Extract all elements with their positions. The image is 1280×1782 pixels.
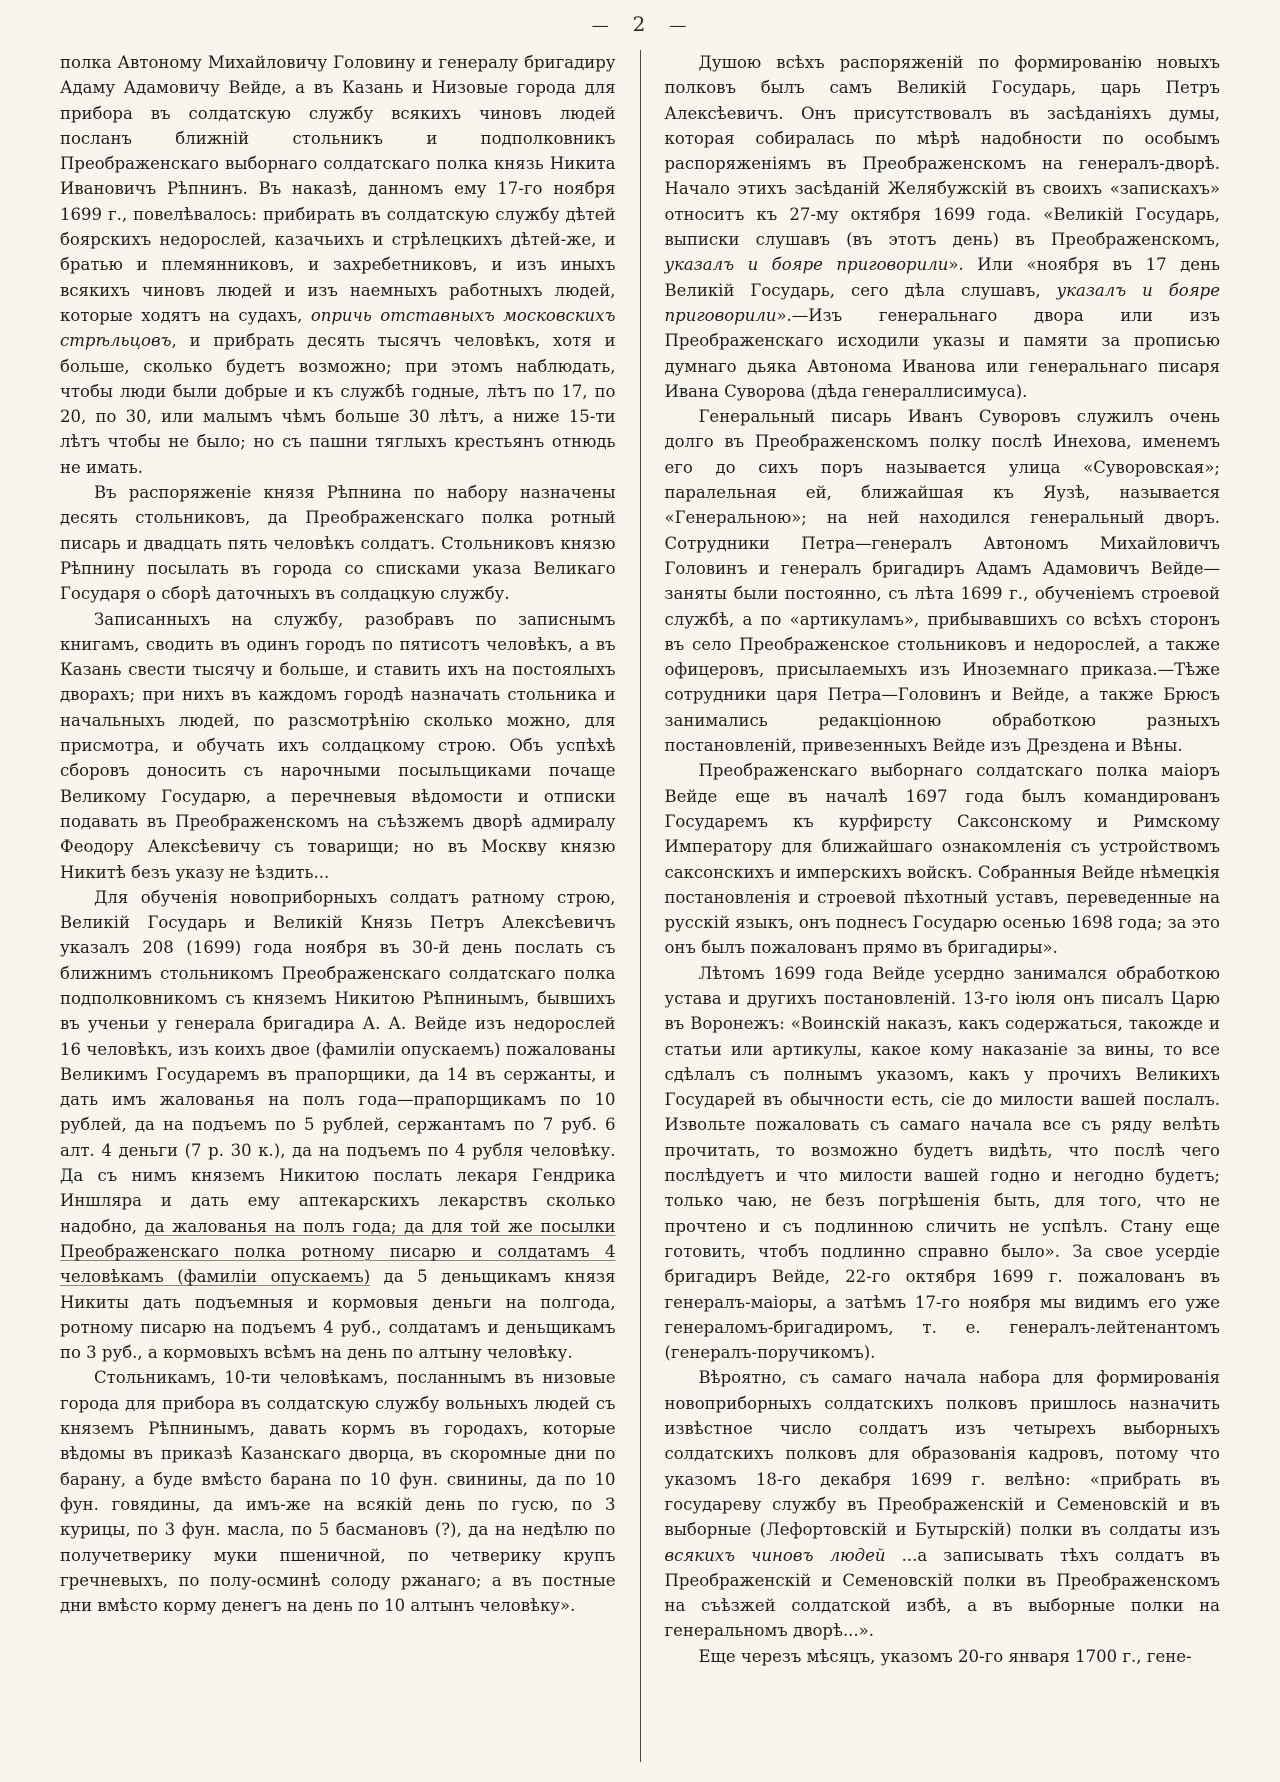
text-run: Душою всѣхъ распоряженій по формированію новыхъ полковъ былъ самъ Великій Государь, царь Петръ Алексѣевичъ. Онъ присутствовалъ въ засѣданіяхъ думы, которая собиралась по мѣрѣ надобности по особымъ распоряженіямъ въ Преображенскомъ на генералъ-дворѣ. Начало этихъ засѣданій Желябужскій въ своихъ «запискахъ» относитъ къ 27-му октября 1699 года. «Великій Государь, выписки слушавъ (въ этотъ день) въ Преображенскомъ, (664, 53, 1220, 250)
text-run: Въ распоряженіе князя Рѣпнина по набору назначены десять стольниковъ, да Преображенскаго полка ротный писарь и двадцать пять человѣкъ солдатъ. Стольниковъ князю Рѣпнину посылать въ города со списками указа Великаго Государя о сборѣ даточныхъ въ солдацкую службу. (60, 483, 616, 604)
italic-text-run: указалъ и бояре приговорили (664, 255, 949, 275)
text-run: ...а записывать тѣхъ солдатъ въ Преображенскій и Семеновскій полки въ Преображенскомъ на съѣзжей солдатской избѣ, а въ выборные полки на генеральномъ дворѣ...». (664, 1545, 1220, 1641)
text-run: ». Или «ноября въ 17 день Великій Государь, сего дѣла слушавъ, (664, 255, 1220, 300)
text-run: полка Автоному Михайловичу Головину и генералу бригадиру Адаму Адамовичу Вейде, а въ Казань и Низовые города для прибора въ солдатскую службу всякихъ чиновъ людей посланъ ближній стольникъ и подполковникъ Преображенскаго выборнаго солдатскаго полка князь Никита Ивановичъ Рѣпнинъ. Въ наказѣ, данномъ ему 17-го ноября 1699 г., повелѣвалось: прибирать въ солдатскую службу дѣтей боярскихъ недорослей, казачьихъ и стрѣлецкихъ дѣтей-же, и братью и племянниковъ, и захребетниковъ, и изъ иныхъ всякихъ чиновъ людей и изъ наемныхъ работныхъ людей, которые ходятъ на судахъ, (60, 53, 616, 325)
page-number-dash-left: — (591, 16, 611, 36)
page-number: 2 (632, 12, 648, 36)
paragraph (665, 50, 1221, 404)
text-run: Вѣроятно, съ самаго начала набора для формированія новоприборныхъ солдатскихъ полковъ пришлось назначить извѣстное число солдатъ изъ четырехъ выборныхъ солдатскихъ полковъ для образованія кадровъ, потому что указомъ 18-го декабря 1699 г. велѣно: «прибрать въ государеву службу въ Преображенскій и Семеновскій и въ выборные (Лефортовскій и Бутырскій) полки въ солдаты изъ (664, 1368, 1220, 1540)
paragraph (665, 1365, 1221, 1643)
paragraph (665, 961, 1221, 1366)
text-run: , и прибрать десять тысячъ человѣкъ, хотя и больше, сколько будетъ возможно; при этомъ наблюдать, чтобы люди были добрые и къ службѣ годные, лѣтъ по 17, по 20, по 30, или малымъ чѣмъ больше 30 лѣтъ, а ниже 15-ти лѣтъ чтобы не было; но съ пашни тяглыхъ крестьянъ отнюдь не имать. (60, 331, 616, 477)
text-run: Еще черезъ мѣсяцъ, указомъ 20-го января 1700 г., гене- (698, 1646, 1192, 1666)
text-run: Записанныхъ на службу, разобравъ по записнымъ книгамъ, сводить въ одинъ городъ по пятисотъ человѣкъ, а въ Казань свести тысячу и больше, и ставить ихъ на постоялыхъ дворахъ; при нихъ въ каждомъ городѣ назначать стольника и начальныхъ людей, по разсмотрѣнію сколько можно, для присмотра, и обучать ихъ солдацкому строю. Объ успѣхѣ сборовъ доносить съ нарочными посыльщиками почаще Великому Государю, а перечневыя вѣдомости и отписки подавать въ Преображенскомъ на съѣзжемъ дворѣ адмиралу Феодору Алексѣевичу съ товарищи; но въ Москву князю Никитѣ безъ указу не ѣздить... (60, 609, 616, 882)
text-run: Для обученія новоприборныхъ солдатъ ратному строю, Великій Государь и Великій Князь Петръ Алексѣевичъ указалъ 208 (1699) года ноября въ 30-й день послать съ ближнимъ стольникомъ Преображенскаго солдатскаго полка подполковникомъ съ княземъ Никитою Рѣпнинымъ, бывшихъ въ ученьи у генерала бригадира А. А. Вейде изъ недорослей 16 человѣкъ, изъ коихъ двое (фамиліи опускаемъ) пожалованы Великимъ Государемъ въ прапорщики, да 14 въ сержанты, и дать имъ жалованья на полъ года—прапорщикамъ по 10 рублей, да на подъемъ по 5 рублей, сержантамъ по 7 руб. 6 алт. 4 деньги (7 р. 30 к.), да на подъемъ по 4 рубля человѣку. Да съ нимъ княземъ Никитою послать лекаря Гендрика Иншляра и дать ему аптекарскихъ лекарствъ сколько надобно, (60, 887, 616, 1236)
italic-text-run: указалъ и бояре приговорили (664, 280, 1220, 325)
underlined-text-run: да жалованья на полъ года; да для той же посылки Преображенскаго полка ротному писарю и солдатамъ 4 человѣкамъ (фамиліи опускаемъ) (60, 1216, 616, 1287)
italic-text-run: опричь отставныхъ московскихъ стрѣльцовъ (60, 305, 616, 351)
text-columns (60, 50, 1220, 1762)
paragraph (60, 885, 616, 1366)
text-run: Лѣтомъ 1699 года Вейде усердно занимался обработкою устава и другихъ постановленій. 13-го іюля онъ писалъ Царю въ Воронежъ: «Воинскій наказъ, какъ содержаться, такожде и статьи или артикулы, какое кому наказаніе за вины, то все сдѣлалъ съ полнымъ указомъ, какъ у прочихъ Великихъ Государей въ обычности есть, сіе до милости вашей послалъ. Извольте пожаловать съ самаго начала все съ ряду велѣть прочитать, то возможно будетъ видѣть, что послѣ чего послѣдуетъ и что милости вашей годно и негодно будетъ; только чаю, не безъ погрѣшенія быть, для того, что не прочтено и съ подлинною сличить не успѣлъ. Стану еще готовить, чтобъ подлинно справно было». За свое усердіе бригадиръ Вейде, 22-го октября 1699 г. пожалованъ въ генералъ-маіоры, а затѣмъ 17-го ноября мы видимъ его уже генераломъ-бригадиромъ, т. е. генералъ-лейтенантомъ (генералъ-поручикомъ). (664, 963, 1220, 1363)
italic-text-run: всякихъ чиновъ людей (664, 1545, 886, 1565)
page-header (60, 12, 1220, 36)
paragraph (665, 758, 1221, 960)
page-number-dash-right: — (669, 16, 689, 36)
text-run: Преображенскаго выборнаго солдатскаго полка маіоръ Вейде еще въ началѣ 1697 года былъ командированъ Государемъ къ курфирсту Саксонскому и Римскому Императору для ближайшаго ознакомленія съ устройствомъ саксонскихъ и имперскихъ войскъ. Собранныя Вейде нѣмецкія постановленія и строевой пѣхотный уставъ, переведенные на русскій языкъ, онъ поднесъ Государю осенью 1698 года; за это онъ былъ пожалованъ прямо въ бригадиры». (664, 761, 1220, 958)
paragraph (60, 1365, 616, 1618)
text-run: да 5 деньщикамъ князя Никиты дать подъемныя и кормовыя деньги на полгода, ротному писарю на подъемъ 4 руб., солдатамъ и деньщикамъ по 3 руб., а кормовыхъ всѣмъ на день по алтыну человѣку. (60, 1267, 616, 1363)
paragraph (665, 1644, 1221, 1669)
paragraph (60, 50, 616, 480)
paragraph (665, 404, 1221, 758)
text-run: Генеральный писарь Иванъ Суворовъ служилъ очень долго въ Преображенскомъ полку послѣ Инехова, именемъ его до сихъ поръ называется улица «Суворовская»; паралельная ей, ближайшая къ Яузѣ, называется «Генеральною»; на ней находился генеральный дворъ. Сотрудники Петра—генералъ Автономъ Михайловичъ Головинъ и генералъ бригадиръ Адамъ Адамовичъ Вейде—заняты были постоянно, съ лѣта 1699 г., обученіемъ строевой службѣ, а по «артикуламъ», прибывавшихъ со всѣхъ сторонъ въ село Преображенское стольниковъ и недорослей, а также офицеровъ, присылаемыхъ изъ Иноземнаго приказа.—Тѣже сотрудники царя Петра—Головинъ и Вейде, а также Брюсъ занимались редакціонною обработкою разныхъ постановленій, привезенныхъ Вейде изъ Дрездена и Вѣны. (664, 407, 1220, 756)
paragraph (60, 480, 616, 606)
text-run: Стольникамъ, 10-ти человѣкамъ, посланнымъ въ низовые города для прибора въ солдатскую службу вольныхъ людей съ княземъ Рѣпнинымъ, давать кормъ въ городахъ, которые вѣдомы въ приказѣ Казанскаго дворца, въ скоромные дни по барану, а буде вмѣсто барана по 10 фун. свинины, да по 10 фун. говядины, да имъ-же на всякій день по гусю, по 3 курицы, по 3 фун. масла, по 5 басмановъ (?), да на недѣлю по получетверику муки пшеничной, по четверику крупъ гречневыхъ, по полу-осминѣ солоду ржанаго; а въ постные дни вмѣсто корму денегъ на день по 10 алтынъ человѣку». (60, 1368, 616, 1616)
text-run: ».—Изъ генеральнаго двора или изъ Преображенскаго исходили указы и памяти за прописью думнаго дьяка Автонома Иванова или генеральнаго писаря Ивана Суворова (дѣда генераллисимуса). (664, 305, 1220, 401)
paragraph (60, 607, 616, 885)
left-column (60, 50, 640, 1762)
right-column (641, 50, 1221, 1762)
